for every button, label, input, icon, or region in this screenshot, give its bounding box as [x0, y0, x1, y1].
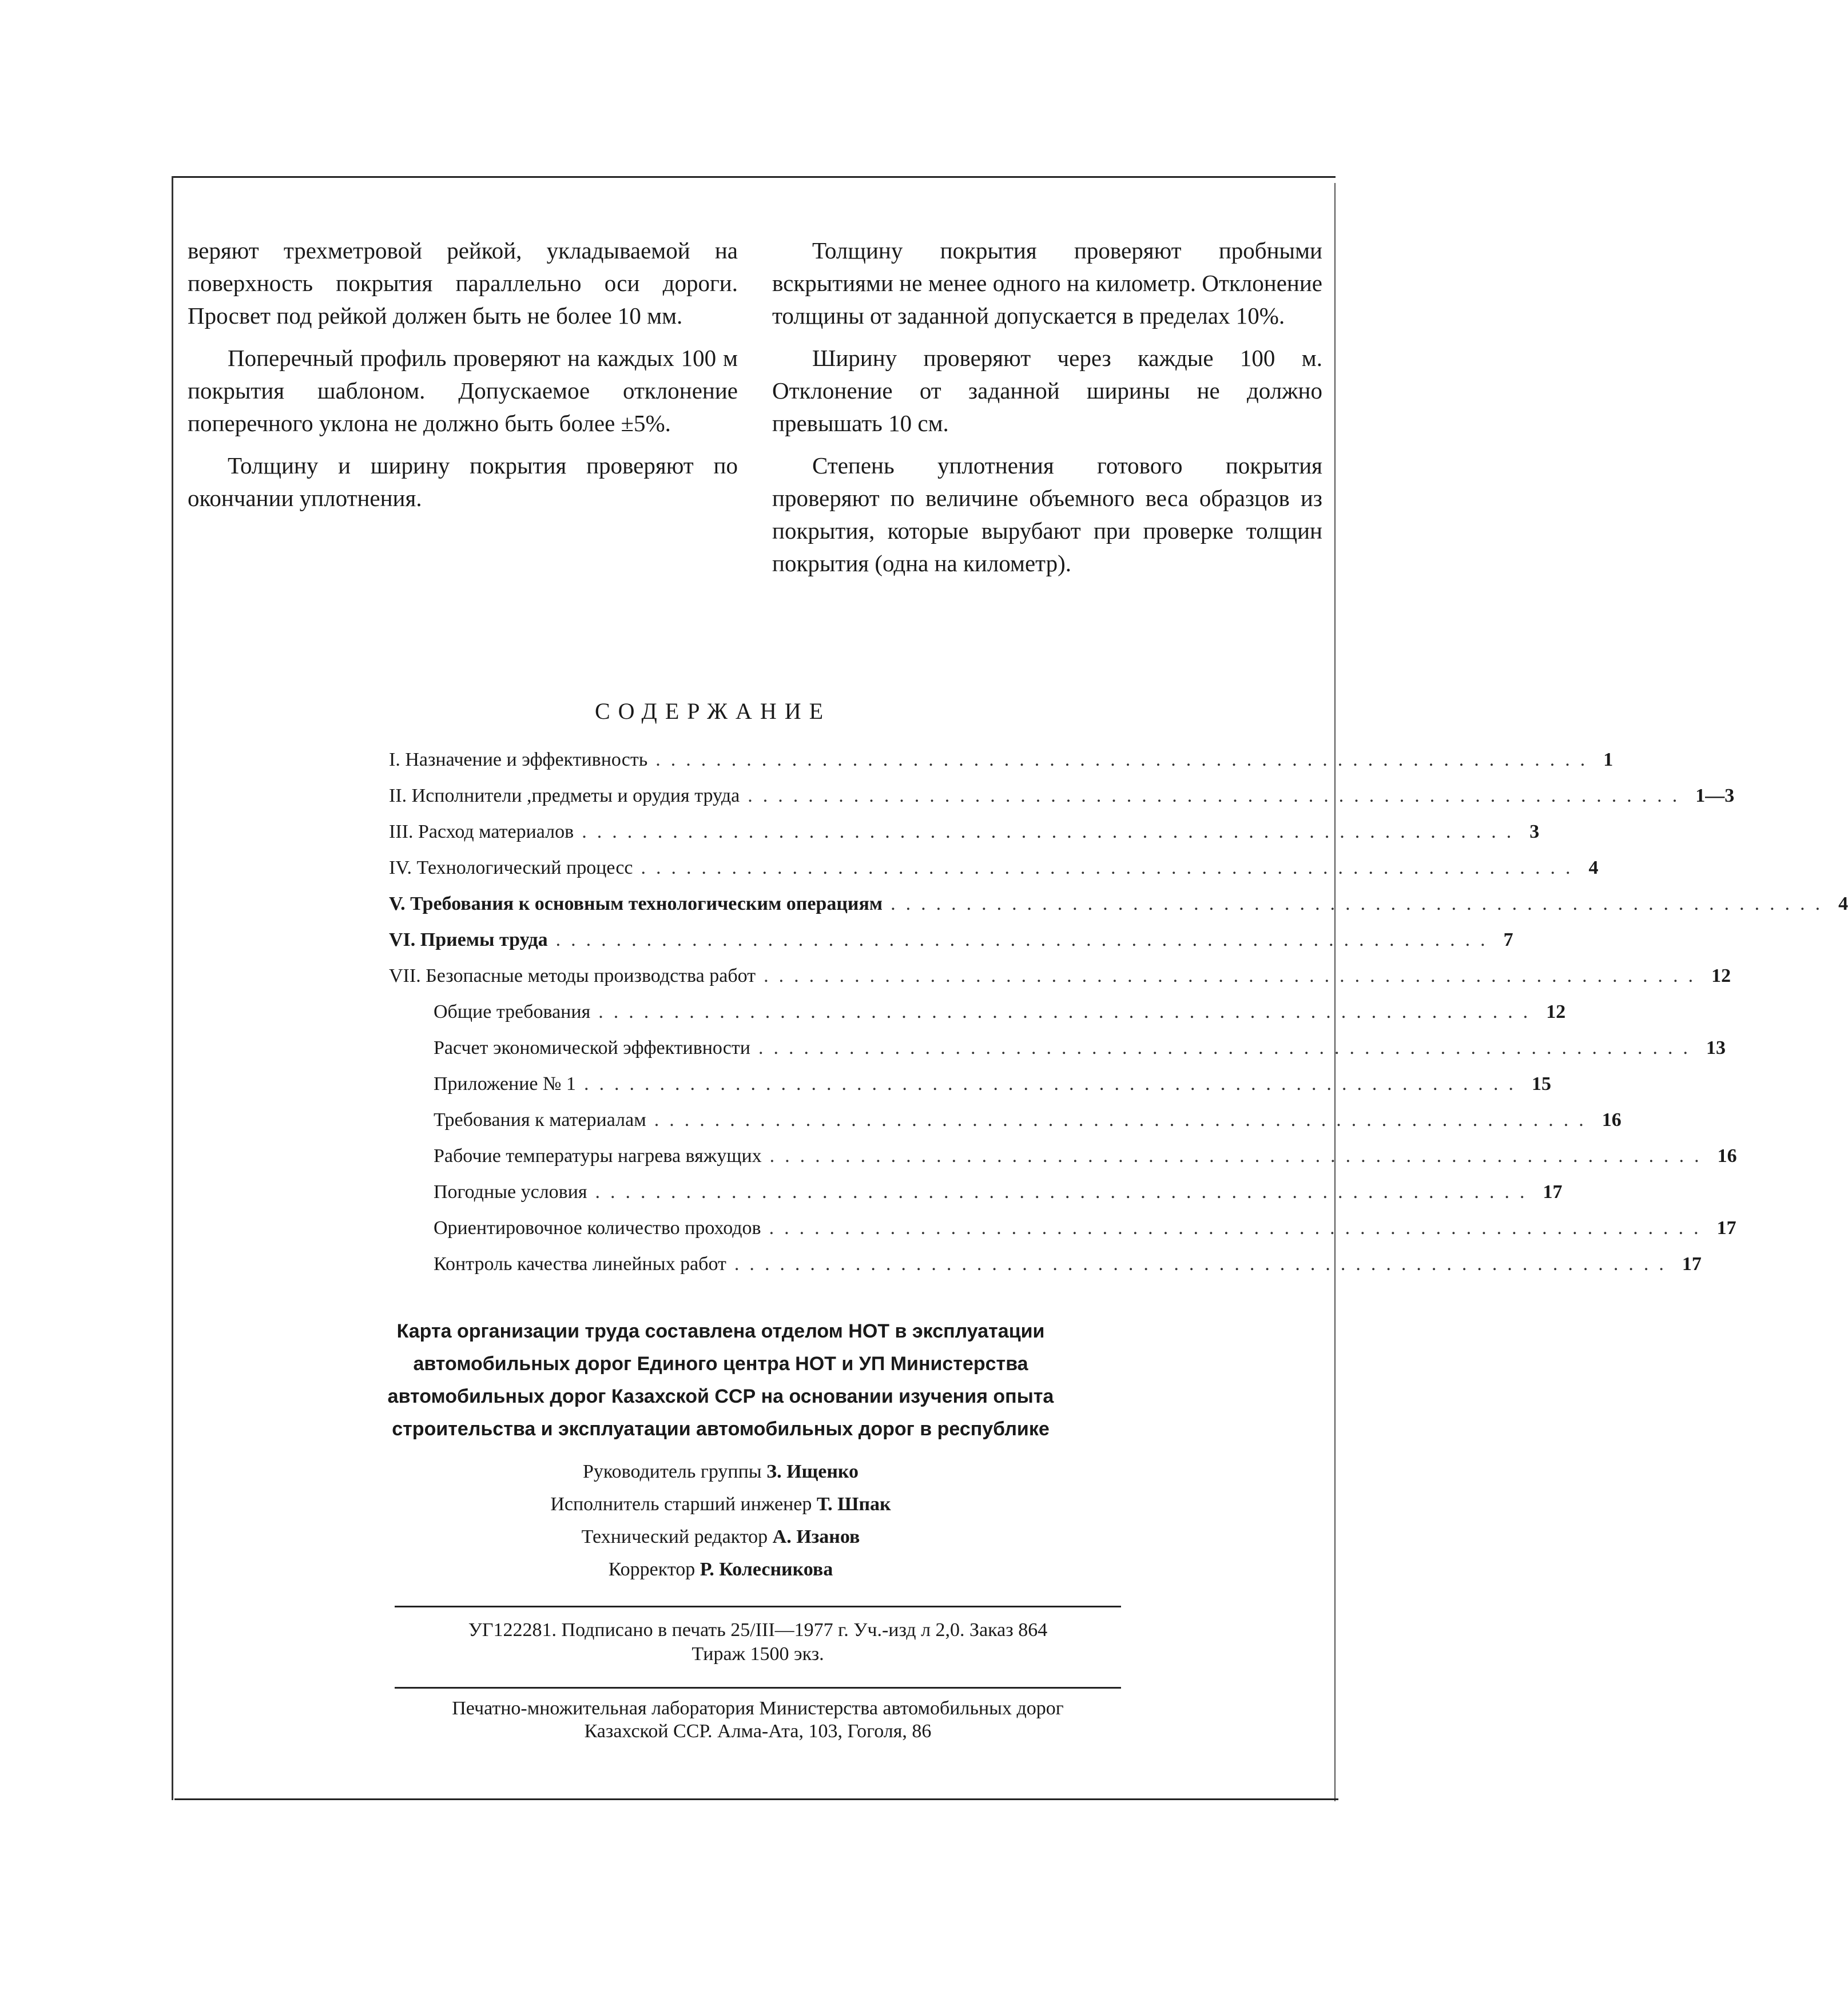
staff-name: З. Ищенко	[766, 1461, 859, 1482]
toc-entry[interactable]	[389, 893, 1848, 929]
toc-entry[interactable]	[389, 1001, 1566, 1037]
toc-leader-dots: ..............................................................	[654, 1109, 1594, 1131]
toc-entry-page: 16	[1601, 1109, 1622, 1131]
toc-entry-label: Требования к материалам	[434, 1109, 646, 1131]
toc-entry[interactable]	[389, 857, 1599, 893]
staff-name: А. Изанов	[772, 1526, 860, 1547]
staff-name: Т. Шпак	[816, 1494, 891, 1515]
staff-entry	[355, 1488, 1087, 1521]
toc-entry-page: 16	[1717, 1145, 1737, 1167]
toc-entry[interactable]	[389, 821, 1540, 857]
toc-entry-label: I. Назначение и эффективность	[389, 749, 648, 770]
left-paragraph: Поперечный профиль проверяют на каждых 100 м покрытия шаблоном. Допускаемое отклонение поперечного уклона не должно быть более ±5%.	[188, 345, 738, 436]
staff-name: Р. Колесникова	[700, 1559, 833, 1580]
toc-entry-page: 17	[1682, 1253, 1702, 1275]
toc-leader-dots: ..............................................................	[764, 965, 1704, 986]
table-of-contents	[389, 749, 1848, 1289]
toc-entry[interactable]	[389, 749, 1613, 785]
toc-leader-dots: ..............................................................	[583, 1073, 1524, 1094]
right-paragraph: Толщину покрытия проверяют пробными вскрытиями не менее одного на километр. Отклонение толщины от заданной допускается в пределах 10%.	[772, 237, 1322, 329]
toc-entry-label: VII. Безопасные методы производства работ	[389, 965, 756, 986]
toc-leader-dots: ..............................................................	[748, 785, 1688, 806]
toc-entry[interactable]	[389, 929, 1513, 965]
credits-block	[355, 1315, 1087, 1446]
toc-entry-page: 4	[1838, 893, 1848, 914]
credits-line: автомобильных дорог Казахской ССР на основании изучения опыта	[387, 1386, 1054, 1407]
toc-entry-page: 12	[1711, 965, 1731, 986]
toc-leader-dots: ..............................................................	[891, 893, 1831, 914]
staff-entry	[355, 1521, 1087, 1553]
frame-right-rule	[1334, 183, 1336, 1801]
toc-leader-dots: ..............................................................	[734, 1253, 1674, 1275]
toc-entry[interactable]	[389, 1037, 1726, 1073]
toc-leader-dots: ..............................................................	[598, 1001, 1539, 1022]
imprint-line: УГ122281. Подписано в печать 25/III—1977 г. Уч.-изд л 2,0. Заказ 864	[468, 1619, 1048, 1641]
toc-entry-page: 17	[1543, 1181, 1563, 1203]
credits-line: Карта организации труда составлена отделом НОТ в эксплуатации	[396, 1320, 1045, 1342]
toc-leader-dots: ..............................................................	[555, 929, 1496, 950]
imprint-block	[395, 1618, 1121, 1666]
staff-role: Технический редактор	[581, 1526, 768, 1547]
toc-entry-page: 3	[1529, 821, 1540, 842]
toc-leader-dots: ..............................................................	[641, 857, 1581, 878]
toc-leader-dots: ..............................................................	[655, 749, 1596, 770]
left-paragraph: Толщину и ширину покрытия проверяют по окончании уплотнения.	[188, 452, 738, 511]
toc-entry-label: Расчет экономической эффективности	[434, 1037, 750, 1058]
toc-entry[interactable]	[389, 1109, 1622, 1145]
imprint-top-rule	[395, 1606, 1121, 1607]
toc-entry-label: IV. Технологический процесс	[389, 857, 633, 878]
toc-entry[interactable]	[389, 1253, 1702, 1289]
right-paragraph: Ширину проверяют через каждые 100 м. Отклонение от заданной ширины не должно превышать 10 см.	[772, 345, 1322, 436]
toc-entry[interactable]	[389, 1073, 1551, 1109]
toc-title: СОДЕРЖАНИЕ	[594, 698, 832, 724]
frame-top-rule	[172, 176, 1336, 178]
toc-entry-page: 1	[1603, 749, 1613, 770]
toc-entry-page: 7	[1503, 929, 1513, 950]
staff-entry	[355, 1455, 1087, 1488]
printer-line: Печатно-множительная лаборатория Министерства автомобильных дорог	[452, 1698, 1064, 1719]
right-text-column	[772, 234, 1322, 590]
staff-list	[355, 1455, 1087, 1586]
toc-entry-label: Рабочие температуры нагрева вяжущих	[434, 1145, 762, 1167]
frame-bottom-rule	[174, 1798, 1338, 1800]
staff-entry	[355, 1553, 1087, 1586]
toc-entry-label: Общие требования	[434, 1001, 591, 1022]
toc-entry-label: VI. Приемы труда	[389, 929, 548, 950]
toc-leader-dots: ..............................................................	[582, 821, 1522, 842]
toc-entry-page: 15	[1531, 1073, 1551, 1094]
staff-role: Руководитель группы	[582, 1461, 762, 1482]
toc-entry-page: 1—3	[1695, 785, 1735, 806]
printer-line: Казахской ССР. Алма-Ата, 103, Гоголя, 86	[584, 1721, 932, 1742]
toc-entry[interactable]	[389, 1217, 1736, 1253]
toc-leader-dots: ..............................................................	[595, 1181, 1535, 1203]
credits-line: строительства и эксплуатации автомобильных дорог в республике	[392, 1418, 1050, 1440]
toc-entry[interactable]	[389, 965, 1731, 1001]
printer-top-rule	[395, 1687, 1121, 1689]
toc-entry-label: Ориентировочное количество проходов	[434, 1217, 761, 1239]
toc-entry-page: 17	[1716, 1217, 1736, 1239]
frame-left-rule	[172, 176, 173, 1800]
toc-entry[interactable]	[389, 1145, 1737, 1181]
toc-entry-label: II. Исполнители ,предметы и орудия труда	[389, 785, 740, 806]
toc-entry-page: 12	[1546, 1001, 1566, 1022]
toc-entry-label: Приложение № 1	[434, 1073, 576, 1094]
toc-entry-page: 4	[1588, 857, 1599, 878]
left-paragraph: веряют трехметровой рейкой, укладываемой на поверхность покрытия параллельно оси дороги. Просвет под рейкой должен быть не более 10 мм.	[188, 237, 738, 329]
toc-leader-dots: ..............................................................	[758, 1037, 1698, 1058]
staff-role: Корректор	[608, 1559, 696, 1580]
printer-block	[395, 1697, 1121, 1743]
right-paragraph: Степень уплотнения готового покрытия проверяют по величине объемного веса образцов из покрытия, которые вырубают при проверке толщин покрытия (одна на километр).	[772, 452, 1322, 576]
toc-entry-label: V. Требования к основным технологическим операциям	[389, 893, 883, 914]
toc-entry-page: 13	[1706, 1037, 1726, 1058]
toc-leader-dots: ..............................................................	[769, 1217, 1709, 1239]
toc-entry[interactable]	[389, 1181, 1563, 1217]
toc-entry-label: III. Расход материалов	[389, 821, 574, 842]
left-text-column	[188, 234, 738, 524]
imprint-line: Тираж 1500 экз.	[691, 1643, 824, 1665]
toc-entry[interactable]	[389, 785, 1735, 821]
toc-entry-label: Погодные условия	[434, 1181, 587, 1203]
toc-leader-dots: ..............................................................	[769, 1145, 1710, 1167]
credits-line: автомобильных дорог Единого центра НОТ и УП Министерства	[413, 1353, 1028, 1375]
toc-entry-label: Контроль качества линейных работ	[434, 1253, 726, 1275]
staff-role: Исполнитель старший инженер	[550, 1494, 812, 1515]
